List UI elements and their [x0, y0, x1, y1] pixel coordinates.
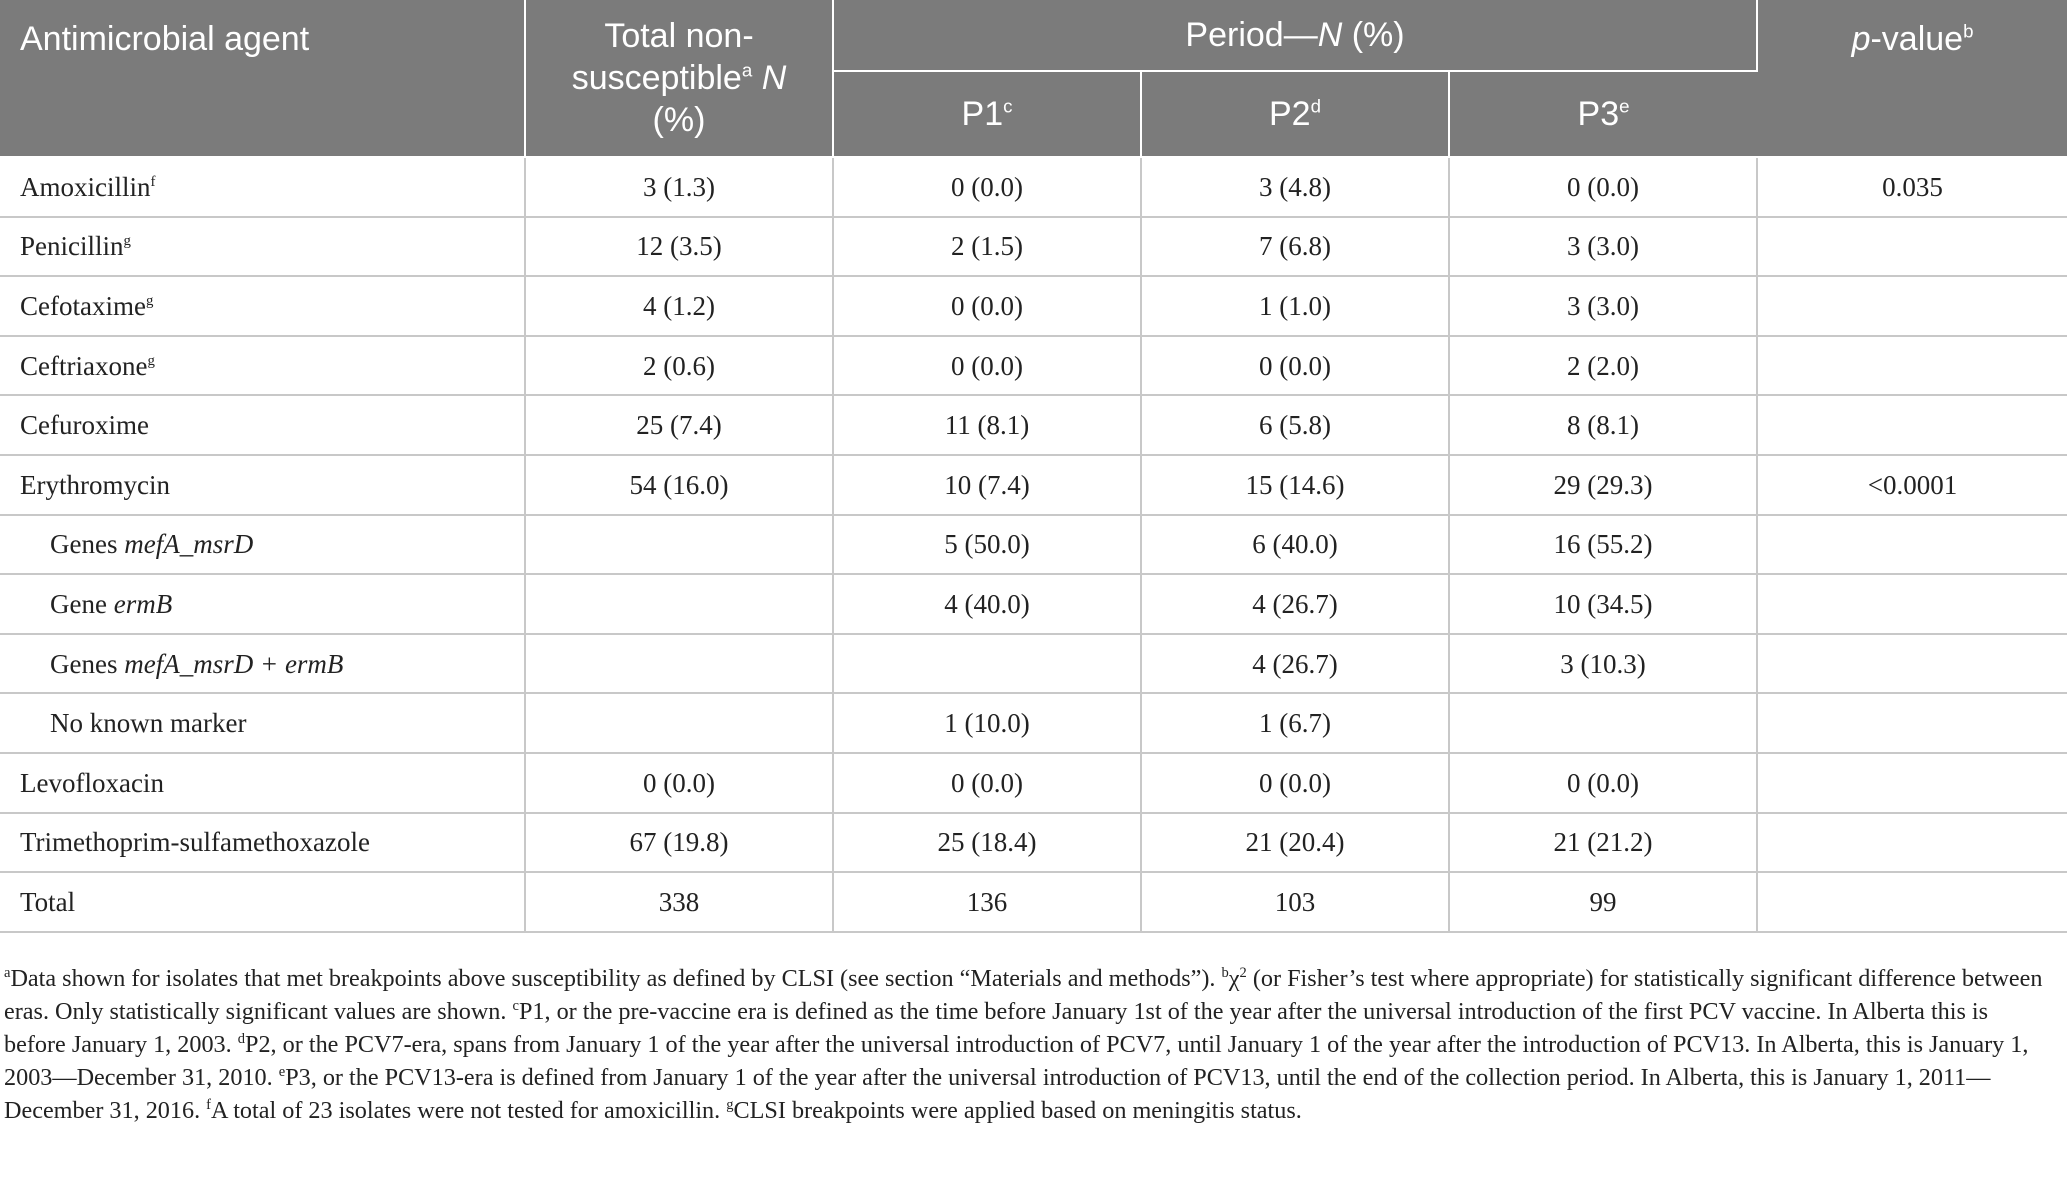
agent-cell	[0, 157, 525, 217]
agent-sup: g	[145, 292, 154, 309]
p3-cell: 10 (34.5)	[1449, 574, 1757, 634]
header-pvalue-sup: b	[1963, 20, 1974, 42]
table-row	[0, 395, 2067, 455]
p3-cell: 3 (10.3)	[1449, 634, 1757, 694]
p1-cell: 0 (0.0)	[833, 336, 1141, 396]
footnote-e-text: P3, or the PCV13-era is defined from January 1 of the year after the universal introduction of PCV13, until the end of the collection period. In Alberta, this is January 1, 2011—December 31, 2016.	[4, 1064, 1991, 1124]
header-p2-sup: d	[1310, 95, 1321, 117]
pvalue-cell	[1757, 634, 2067, 694]
p1-cell: 0 (0.0)	[833, 753, 1141, 813]
agent-prefix: Genes	[50, 529, 125, 560]
pvalue-cell	[1757, 515, 2067, 575]
header-pvalue-p: p	[1851, 20, 1871, 58]
footnote-a-text: Data shown for isolates that met breakpoints above susceptibility as defined by CLSI (see section “Materials and methods”).	[10, 965, 1222, 992]
table-row	[0, 217, 2067, 277]
agent-cell	[0, 276, 525, 336]
p3-cell: 0 (0.0)	[1449, 753, 1757, 813]
p3-cell: 21 (21.2)	[1449, 813, 1757, 873]
agent-cell	[0, 574, 525, 634]
p2-cell: 0 (0.0)	[1141, 336, 1449, 396]
agent-cell	[0, 753, 525, 813]
p1-cell: 4 (40.0)	[833, 574, 1141, 634]
agent-name: Ceftriaxone	[20, 350, 148, 381]
pvalue-cell	[1757, 217, 2067, 277]
p3-cell	[1449, 693, 1757, 753]
table-row-total	[0, 872, 2067, 932]
p1-cell: 11 (8.1)	[833, 395, 1141, 455]
header-total	[525, 0, 833, 157]
header-total-line1: Total non-	[604, 17, 754, 55]
p2-cell: 6 (5.8)	[1141, 395, 1449, 455]
table-row	[0, 634, 2067, 694]
agent-name: Cefotaxime	[20, 290, 146, 321]
agent-cell	[0, 217, 525, 277]
p1-cell	[833, 634, 1141, 694]
table-row	[0, 693, 2067, 753]
header-row-1	[0, 0, 2067, 71]
agent-prefix: No known marker	[50, 708, 247, 739]
footnote-b-text: (or Fisher’s test where appropriate) for statistically significant difference between eras. Only statistically significant values are shown.	[4, 965, 2043, 1025]
pvalue-cell: 0.035	[1757, 157, 2067, 217]
agent-cell	[0, 872, 525, 932]
footnote-f-text: A total of 23 isolates were not tested for amoxicillin.	[211, 1097, 727, 1124]
table-row	[0, 753, 2067, 813]
p2-cell: 0 (0.0)	[1141, 753, 1449, 813]
agent-sup: g	[123, 233, 131, 250]
total-cell	[525, 515, 833, 575]
header-period-n: N	[1317, 16, 1343, 54]
p2-cell: 15 (14.6)	[1141, 455, 1449, 515]
header-agent: Antimicrobial agent	[0, 0, 525, 157]
footnote-b-chi: χ	[1228, 965, 1240, 992]
header-p3-label: P3	[1577, 95, 1620, 133]
header-p3-sup: e	[1619, 95, 1630, 117]
total-cell	[525, 693, 833, 753]
header-p1	[833, 71, 1141, 157]
header-total-n: N	[761, 59, 787, 97]
header-period-suffix: (%)	[1342, 16, 1405, 54]
header-p1-label: P1	[961, 95, 1004, 133]
agent-cell	[0, 515, 525, 575]
agent-cell	[0, 455, 525, 515]
agent-name: Penicillin	[20, 231, 124, 262]
agent-name: Amoxicillin	[20, 171, 151, 202]
p3-cell: 0 (0.0)	[1449, 157, 1757, 217]
p2-cell: 4 (26.7)	[1141, 574, 1449, 634]
total-cell: 54 (16.0)	[525, 455, 833, 515]
agent-name: Trimethoprim-sulfamethoxazole	[20, 827, 370, 858]
footnote-e-mark: e	[278, 1063, 286, 1080]
p1-cell: 0 (0.0)	[833, 276, 1141, 336]
pvalue-cell	[1757, 395, 2067, 455]
p2-cell: 1 (6.7)	[1141, 693, 1449, 753]
agent-sup: g	[147, 352, 155, 369]
gene-name: ermB	[113, 588, 173, 619]
agent-prefix: Genes	[50, 648, 125, 679]
table-row	[0, 276, 2067, 336]
agent-cell	[0, 693, 525, 753]
footnote-c-mark: c	[512, 997, 519, 1014]
footnote-b-chi-sup: 2	[1239, 964, 1247, 981]
agent-cell	[0, 634, 525, 694]
gene-name: mefA_msrD + ermB	[124, 648, 344, 679]
header-period-prefix: Period—	[1185, 16, 1318, 54]
gene-name: mefA_msrD	[124, 529, 254, 560]
pvalue-cell	[1757, 813, 2067, 873]
agent-prefix: Gene	[50, 588, 114, 619]
agent-sup: f	[150, 173, 156, 190]
agent-cell	[0, 813, 525, 873]
footnote-d-text: P2, or the PCV7-era, spans from January 1 of the year after the universal introduction of PCV7, until January 1 of the year after the introduction of PCV13. In Alberta, this is January 1, 2003—December 31, 2010.	[4, 1031, 2029, 1091]
header-total-line3: (%)	[652, 101, 706, 139]
agent-name: Cefuroxime	[20, 410, 149, 441]
footnote-f-mark: f	[206, 1096, 212, 1113]
footnote-b-mark: b	[1221, 964, 1229, 981]
pvalue-cell	[1757, 693, 2067, 753]
p1-cell: 25 (18.4)	[833, 813, 1141, 873]
total-cell	[525, 634, 833, 694]
total-cell: 3 (1.3)	[525, 157, 833, 217]
agent-cell	[0, 395, 525, 455]
footnote-d-mark: d	[237, 1030, 246, 1047]
header-p2	[1141, 71, 1449, 157]
total-cell: 25 (7.4)	[525, 395, 833, 455]
total-cell: 2 (0.6)	[525, 336, 833, 396]
p2-cell: 21 (20.4)	[1141, 813, 1449, 873]
table-row	[0, 157, 2067, 217]
p1-cell: 5 (50.0)	[833, 515, 1141, 575]
header-period	[833, 0, 1757, 71]
total-cell: 4 (1.2)	[525, 276, 833, 336]
p3-cell: 29 (29.3)	[1449, 455, 1757, 515]
p2-cell: 4 (26.7)	[1141, 634, 1449, 694]
p2-cell: 7 (6.8)	[1141, 217, 1449, 277]
p1-cell: 0 (0.0)	[833, 157, 1141, 217]
header-total-sup: a	[741, 59, 753, 81]
p1-cell: 10 (7.4)	[833, 455, 1141, 515]
pvalue-cell: <0.0001	[1757, 455, 2067, 515]
footnote-c-text: P1, or the pre-vaccine era is defined as the time before January 1st of the year after the universal introduction of the first PCV vaccine. In Alberta this is before January 1, 2003.	[4, 998, 1989, 1058]
p1-cell: 136	[833, 872, 1141, 932]
table-row	[0, 455, 2067, 515]
p2-cell: 3 (4.8)	[1141, 157, 1449, 217]
table-row	[0, 336, 2067, 396]
agent-name: Erythromycin	[20, 469, 170, 500]
pvalue-cell	[1757, 336, 2067, 396]
footnote-g-mark: g	[726, 1096, 734, 1113]
total-cell: 338	[525, 872, 833, 932]
pvalue-cell	[1757, 872, 2067, 932]
p2-cell: 6 (40.0)	[1141, 515, 1449, 575]
p3-cell: 3 (3.0)	[1449, 217, 1757, 277]
p3-cell: 16 (55.2)	[1449, 515, 1757, 575]
table-row	[0, 574, 2067, 634]
header-p3	[1449, 71, 1757, 157]
pvalue-cell	[1757, 753, 2067, 813]
p3-cell: 8 (8.1)	[1449, 395, 1757, 455]
table-row	[0, 515, 2067, 575]
p2-cell: 103	[1141, 872, 1449, 932]
pvalue-cell	[1757, 276, 2067, 336]
agent-name: Total	[20, 886, 76, 917]
total-cell: 0 (0.0)	[525, 753, 833, 813]
p3-cell: 2 (2.0)	[1449, 336, 1757, 396]
p2-cell: 1 (1.0)	[1141, 276, 1449, 336]
total-cell	[525, 574, 833, 634]
p1-cell: 2 (1.5)	[833, 217, 1141, 277]
p1-cell: 1 (10.0)	[833, 693, 1141, 753]
agent-cell	[0, 336, 525, 396]
table-row	[0, 813, 2067, 873]
p3-cell: 99	[1449, 872, 1757, 932]
footnote-g-text: CLSI breakpoints were applied based on meningitis status.	[733, 1097, 1302, 1124]
header-p2-label: P2	[1269, 95, 1311, 133]
pvalue-cell	[1757, 574, 2067, 634]
header-pvalue-rest: -value	[1870, 20, 1964, 58]
table-footnotes	[0, 962, 2055, 1127]
footnote-a-mark: a	[4, 964, 11, 981]
agent-name: Levofloxacin	[20, 767, 164, 798]
header-p1-sup: c	[1003, 95, 1013, 117]
header-total-line2: susceptible	[571, 59, 742, 97]
total-cell: 67 (19.8)	[525, 813, 833, 873]
total-cell: 12 (3.5)	[525, 217, 833, 277]
header-pvalue	[1757, 0, 2067, 157]
p3-cell: 3 (3.0)	[1449, 276, 1757, 336]
